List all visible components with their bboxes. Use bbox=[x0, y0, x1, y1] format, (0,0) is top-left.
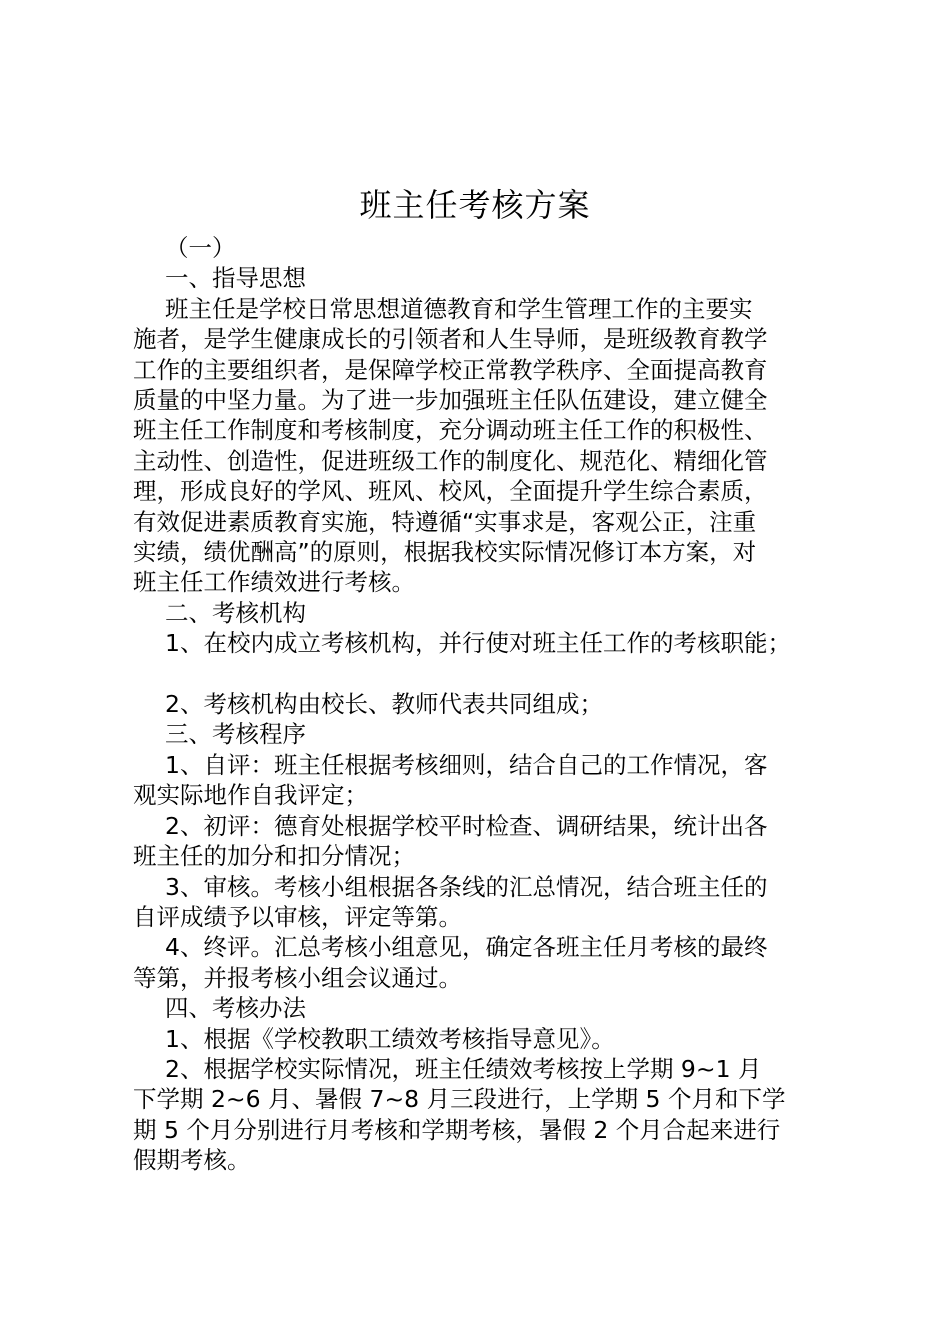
list-item: 3、审核。考核小组根据各条线的汇总情况，结合班主任的 bbox=[165, 872, 768, 901]
paragraph-line: 实绩，绩优酬高”的原则，根据我校实际情况修订本方案，对 bbox=[133, 538, 757, 567]
heading-assessment-method: 四、考核办法 bbox=[165, 994, 306, 1023]
blank-line bbox=[133, 659, 853, 689]
list-item: 1、根据《学校教职工绩效考核指导意见》。 bbox=[165, 1024, 615, 1053]
list-item: 2、根据学校实际情况，班主任绩效考核按上学期 9~1 月 bbox=[165, 1054, 762, 1083]
list-item-continuation: 自评成绩予以审核，评定等第。 bbox=[133, 902, 462, 931]
list-item-continuation: 观实际地作自我评定； bbox=[133, 781, 368, 810]
list-item-continuation: 期 5 个月分别进行月考核和学期考核，暑假 2 个月合起来进行 bbox=[133, 1115, 781, 1144]
section-number: （一） bbox=[165, 234, 236, 262]
list-item-continuation: 下学期 2~6 月、暑假 7~8 月三段进行，上学期 5 个月和下学 bbox=[133, 1085, 786, 1114]
list-item-continuation: 等第，并报考核小组会议通过。 bbox=[133, 963, 462, 992]
list-item: 1、在校内成立考核机构，并行使对班主任工作的考核职能； bbox=[165, 629, 791, 658]
document-title: 班主任考核方案 bbox=[359, 186, 591, 224]
paragraph-line: 主动性、创造性，促进班级工作的制度化、规范化、精细化管 bbox=[133, 446, 768, 475]
paragraph-line: 理，形成良好的学风、班风、校风，全面提升学生综合素质， bbox=[133, 477, 768, 506]
paragraph-line: 质量的中坚力量。为了进一步加强班主任队伍建设，建立健全 bbox=[133, 386, 768, 415]
list-item: 1、自评：班主任根据考核细则，结合自己的工作情况，客 bbox=[165, 750, 768, 779]
list-item: 4、终评。汇总考核小组意见，确定各班主任月考核的最终 bbox=[165, 933, 768, 962]
list-item: 2、初评：德育处根据学校平时检查、调研结果，统计出各 bbox=[165, 811, 768, 840]
list-item-continuation: 假期考核。 bbox=[133, 1146, 251, 1175]
list-item: 2、考核机构由校长、教师代表共同组成； bbox=[165, 690, 603, 719]
list-item-continuation: 班主任的加分和扣分情况； bbox=[133, 842, 415, 871]
heading-guiding-ideology: 一、指导思想 bbox=[165, 264, 306, 293]
paragraph-line: 班主任工作绩效进行考核。 bbox=[133, 568, 415, 597]
paragraph-line: 班主任工作制度和考核制度，充分调动班主任工作的积极性、 bbox=[133, 416, 768, 445]
paragraph-line: 施者，是学生健康成长的引领者和人生导师，是班级教育教学 bbox=[133, 325, 768, 354]
heading-assessment-procedure: 三、考核程序 bbox=[165, 720, 306, 749]
paragraph-line: 工作的主要组织者，是保障学校正常教学秩序、全面提高教育 bbox=[133, 355, 768, 384]
heading-assessment-body: 二、考核机构 bbox=[165, 598, 306, 627]
paragraph-line: 有效促进素质教育实施，特遵循“实事求是，客观公正，注重 bbox=[133, 507, 757, 536]
paragraph-line: 班主任是学校日常思想道德教育和学生管理工作的主要实 bbox=[165, 294, 753, 323]
document-body bbox=[133, 233, 853, 1176]
